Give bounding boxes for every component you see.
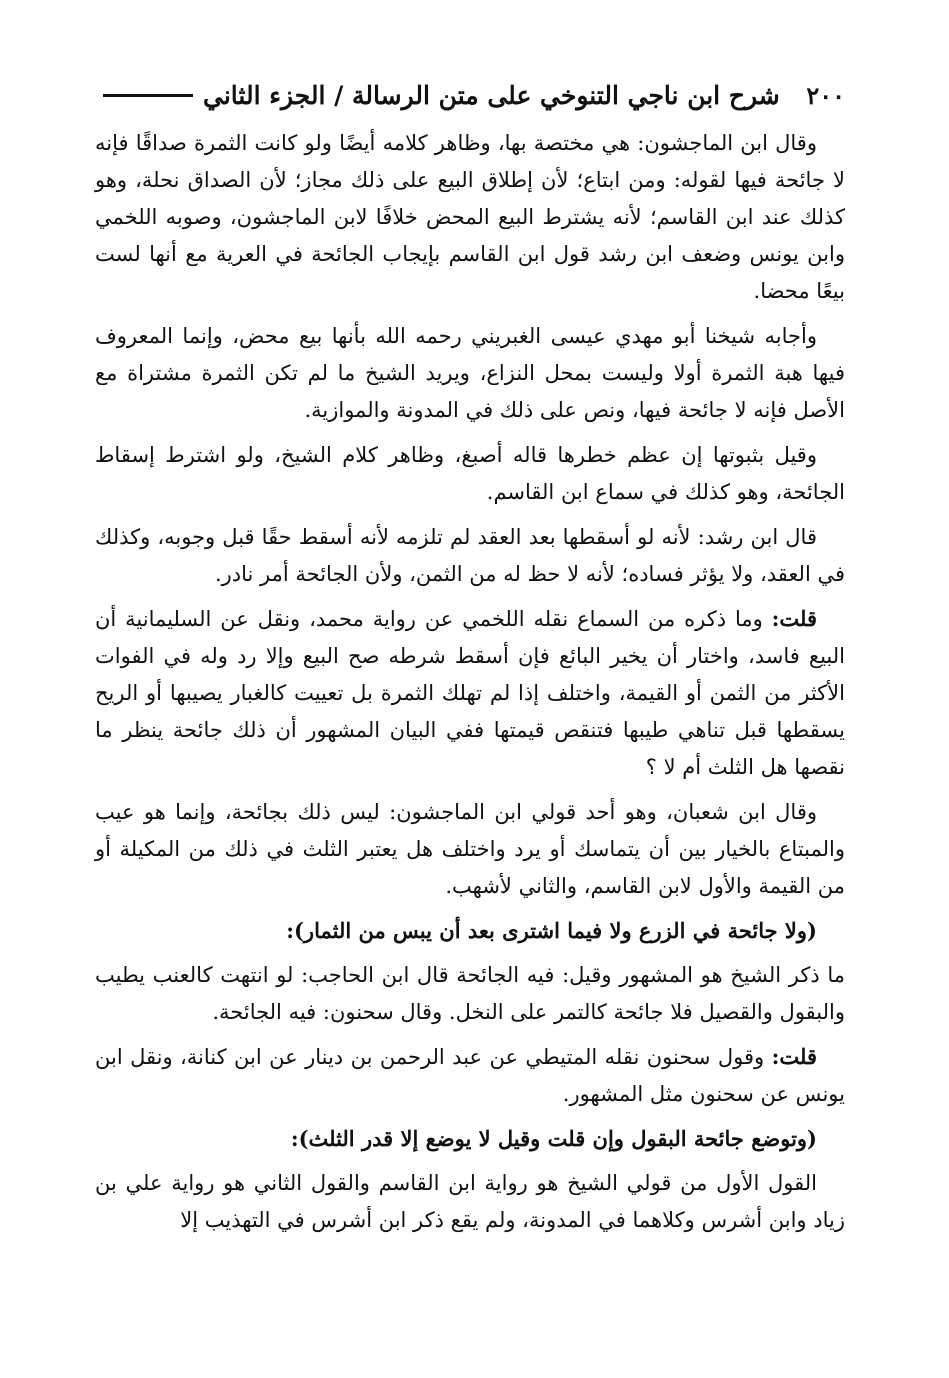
paragraph-text: وقال ابن الماجشون: هي مختصة بها، وظاهر كلامه أيضًا ولو كانت الثمرة صداقًا فإنه لا جائحة فيها لقوله: ومن ابتاع؛ لأن إطلاق البيع على ذلك مجاز؛ لأن الصداق نحلة، وهو كذلك عند ابن القاسم؛ لأنه يشترط البيع المحض خلافًا لابن الماجشون، وصوبه اللخمي وابن يونس وضعف ابن رشد قول ابن القاسم بإيجاب الجائحة في العرية مع أنها لست بيعًا محضا. xyxy=(95,131,845,303)
page xyxy=(95,70,845,1246)
paragraph-text: وقال ابن شعبان، وهو أحد قولي ابن الماجشون: ليس ذلك بجائحة، وإنما هو عيب والمبتاع بالخيار بين أن يتماسك أو يرد واختلف هل يعتبر الثلث في ذلك من المكيلة أو من القيمة والأول لابن القاسم، والثاني لأشهب. xyxy=(95,800,845,898)
running-title: شرح ابن ناجي التنوخي على متن الرسالة / الجزء الثاني xyxy=(203,80,780,110)
header-left xyxy=(95,81,780,110)
page-number: ٢٠٠ xyxy=(806,80,845,110)
paragraph-text: وأجابه شيخنا أبو مهدي عيسى الغبريني رحمه الله بأنها بيع محض، وإنما المعروف فيها هبة الثمرة أولا وليست بمحل النزاع، ويريد الشيخ ما لم تكن الثمرة مشتراة مع الأصل فإنه لا جائحة فيها، ونص على ذلك في المدونة والموازية. xyxy=(95,324,845,422)
paragraph-lead: قلت: xyxy=(771,606,817,631)
paragraph-text: وقول سحنون نقله المتيطي عن عبد الرحمن بن دينار عن ابن كنانة، ونقل ابن يونس عن سحنون مثل المشهور. xyxy=(95,1045,845,1106)
paragraph xyxy=(95,436,845,511)
paragraph xyxy=(95,1164,845,1239)
paragraph xyxy=(95,124,845,310)
paragraph-text: ما ذكر الشيخ هو المشهور وقيل: فيه الجائحة قال ابن الحاجب: لو انتهت كالعنب يطيب والبقول والقصيل فلا جائحة كالتمر على النخل. وقال سحنون: فيه الجائحة. xyxy=(95,963,845,1024)
paragraph xyxy=(95,600,845,786)
page-header xyxy=(95,70,845,120)
paragraph-lead: قلت: xyxy=(771,1044,817,1069)
matn-quote: (ولا جائحة في الزرع ولا فيما اشترى بعد أن يبس من الثمار): xyxy=(286,918,817,943)
header-right xyxy=(806,81,845,110)
paragraph xyxy=(95,1038,845,1113)
paragraph-text: وما ذكره من السماع نقله اللخمي عن رواية محمد، ونقل عن السليمانية أن البيع فاسد، واختار أن يخير البائع فإن أسقط شرطه صح البيع وإلا رد وله في الفوات الأكثر من الثمن أو القيمة، واختلف إذا لم تهلك الثمرة بل تعييت كالغبار يصيبها أو الريح يسقطها قبل تناهي طيبها فتنقص قيمتها ففي البيان المشهور أن ذلك جائحة ينظر ما نقصها هل الثلث أم لا ؟ xyxy=(95,607,846,779)
paragraph-text: القول الأول من قولي الشيخ هو رواية ابن القاسم والقول الثاني هو رواية علي بن زياد وابن أشرس وكلاهما في المدونة، ولم يقع ذكر ابن أشرس في التهذيب إلا xyxy=(95,1171,845,1232)
matn-quote: (وتوضع جائحة البقول وإن قلت وقيل لا يوضع إلا قدر الثلث): xyxy=(290,1126,817,1151)
paragraph xyxy=(95,317,845,429)
paragraph xyxy=(95,518,845,593)
paragraph-text: وقيل بثبوتها إن عظم خطرها قاله أصبغ، وظاهر كلام الشيخ، ولو اشترط إسقاط الجائحة، وهو كذلك في سماع ابن القاسم. xyxy=(95,443,845,504)
header-rule xyxy=(103,94,193,97)
paragraph xyxy=(95,793,845,905)
paragraph xyxy=(95,956,845,1031)
paragraph-text: قال ابن رشد: لأنه لو أسقطها بعد العقد لم تلزمه لأنه أسقط حقًا قبل وجوبه، وكذلك في العقد، ولا يؤثر فساده؛ لأنه لا حظ له من الثمن، ولأن الجائحة أمر نادر. xyxy=(95,525,845,586)
